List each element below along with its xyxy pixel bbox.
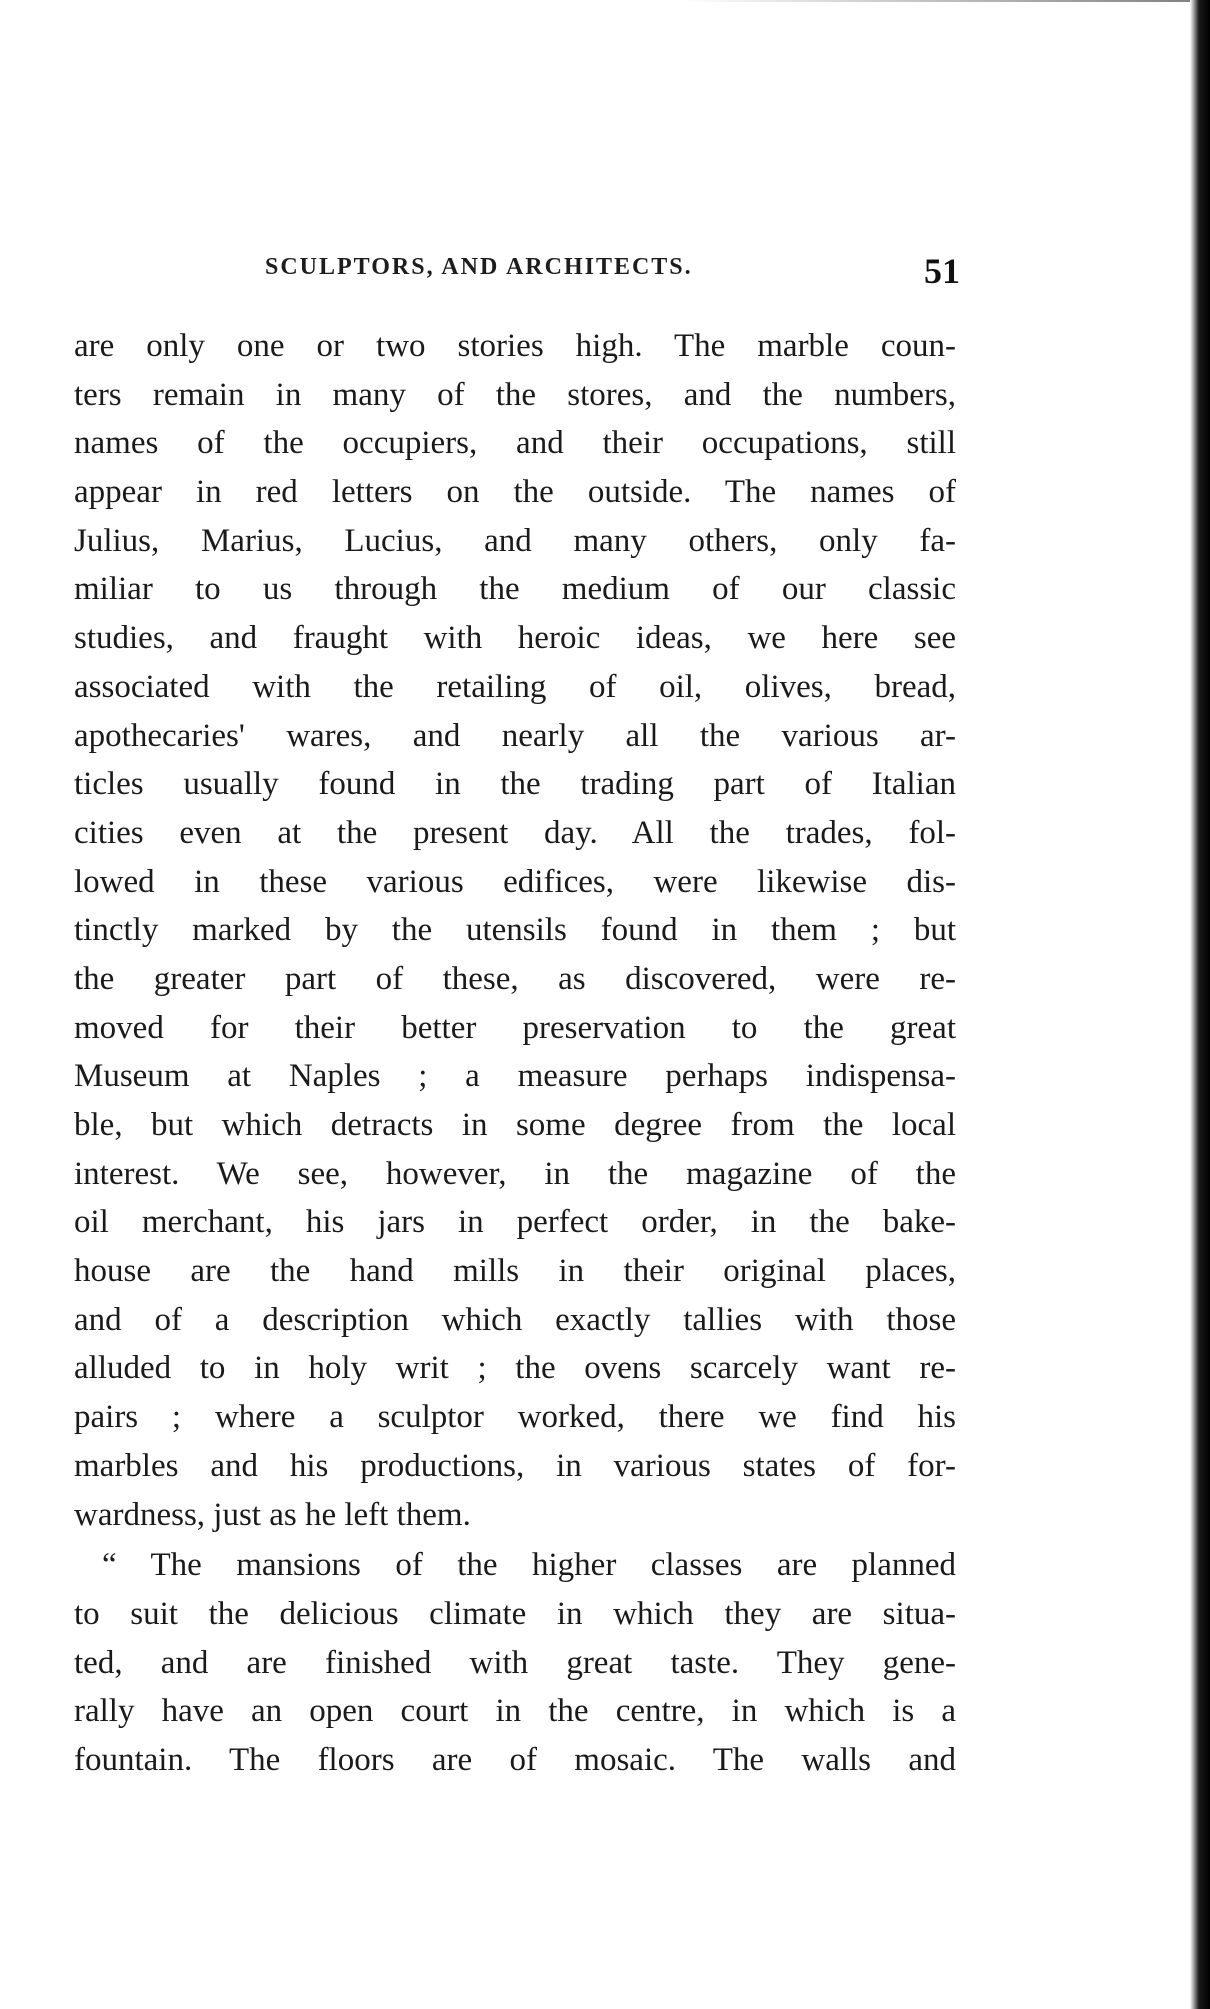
text-line: Julius, Marius, Lucius, and many others, only fa-: [74, 522, 956, 559]
text-line: “ The mansions of the higher classes are planned: [102, 1547, 956, 1584]
text-line: ters remain in many of the stores, and the numbers,: [74, 376, 956, 413]
text-line: the greater part of these, as discovered, were re-: [74, 960, 956, 997]
text-line: interest. We see, however, in the magazine of the: [74, 1155, 956, 1192]
text-line: rally have an open court in the centre, in which is a: [74, 1693, 956, 1730]
text-line: studies, and fraught with heroic ideas, we here see: [74, 620, 956, 657]
text-line: to suit the delicious climate in which they are situa-: [74, 1595, 956, 1632]
text-line: associated with the retailing of oil, olives, bread,: [74, 668, 956, 705]
text-line: ble, but which detracts in some degree from the local: [74, 1107, 956, 1143]
running-header: [70, 250, 960, 290]
text-line: pairs ; where a sculptor worked, there we find his: [74, 1399, 956, 1436]
text-line: are only one or two stories high. The marble coun-: [74, 328, 956, 364]
text-line: house are the hand mills in their original places,: [74, 1253, 956, 1290]
page-top-edge: [680, 0, 1200, 2]
text-line: miliar to us through the medium of our classic: [74, 571, 956, 608]
text-line: ted, and are finished with great taste. They gene-: [74, 1644, 956, 1681]
text-line: appear in red letters on the outside. The names of: [74, 474, 956, 511]
body-text: [74, 322, 956, 1785]
text-line: wardness, just as he left them.: [74, 1496, 471, 1533]
page-edge-shadow: [1190, 0, 1210, 2009]
text-line: oil merchant, his jars in perfect order, in the bake-: [74, 1204, 956, 1241]
text-line: alluded to in holy writ ; the ovens scarcely want re-: [74, 1350, 956, 1387]
text-line: tinctly marked by the utensils found in them ; but: [74, 912, 956, 949]
text-line: Museum at Naples ; a measure perhaps indispensa-: [74, 1058, 956, 1095]
paragraph-2: [74, 1541, 956, 1784]
text-line: fountain. The floors are of mosaic. The walls and: [74, 1741, 956, 1778]
running-title: SCULPTORS, AND ARCHITECTS.: [265, 254, 693, 280]
text-line: cities even at the present day. All the trades, fol-: [74, 814, 956, 851]
text-line: moved for their better preservation to the great: [74, 1009, 956, 1046]
paragraph-1: [74, 322, 956, 1539]
text-line: ticles usually found in the trading part of Italian: [74, 766, 956, 803]
text-line: marbles and his productions, in various states of for-: [74, 1447, 956, 1484]
text-line: lowed in these various edifices, were likewise dis-: [74, 863, 956, 900]
text-line: names of the occupiers, and their occupations, still: [74, 425, 956, 462]
page-number: 51: [924, 251, 960, 291]
text-line: apothecaries' wares, and nearly all the various ar-: [74, 717, 956, 754]
text-line: and of a description which exactly tallies with those: [74, 1301, 956, 1338]
